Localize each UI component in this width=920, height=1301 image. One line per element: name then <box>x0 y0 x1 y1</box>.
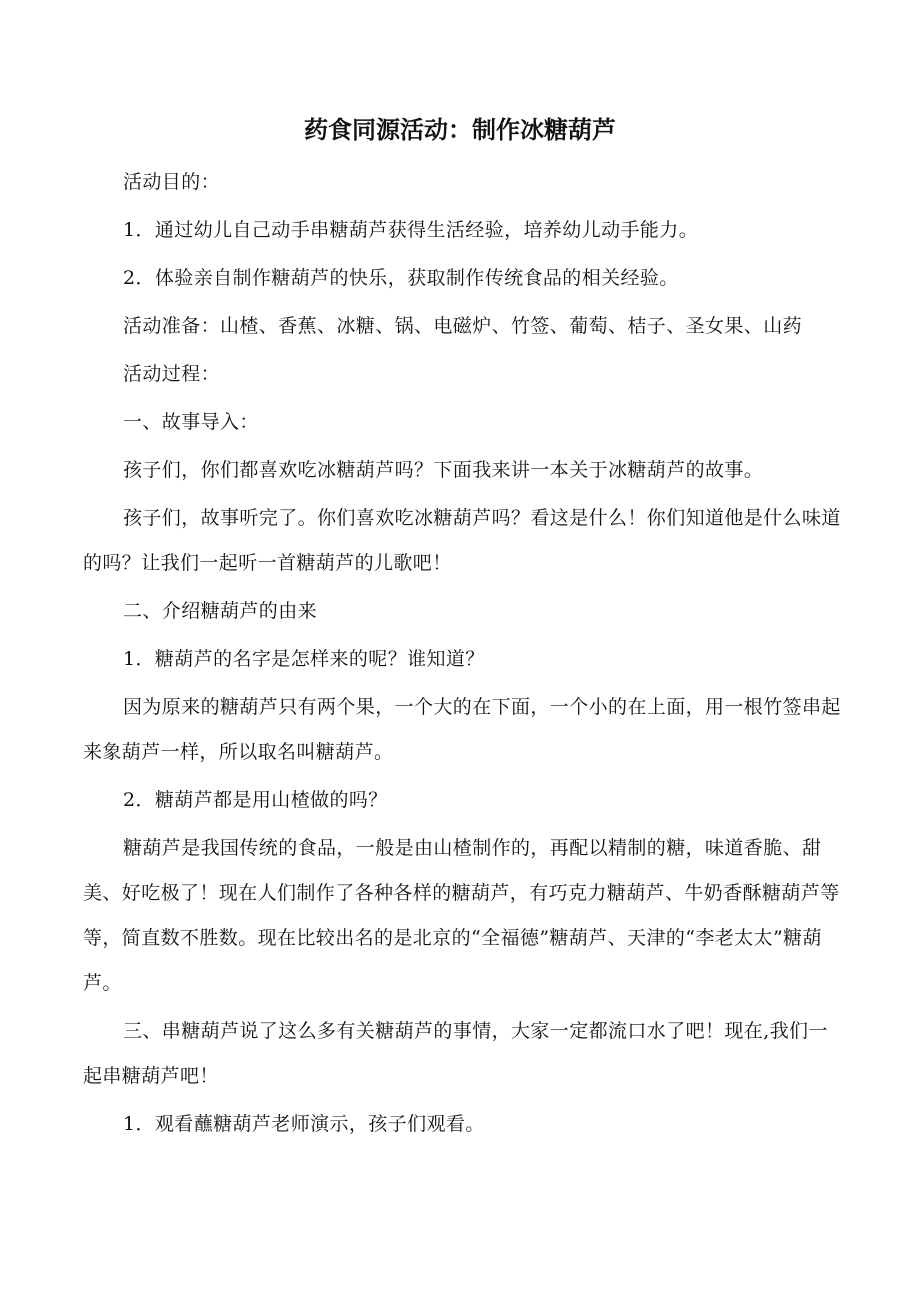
paragraph-origin-question-1: 1．糖葫芦的名字是怎样来的呢？谁知道？ <box>123 648 485 670</box>
paragraph-section-1-heading: 一、故事导入： <box>123 411 259 433</box>
paragraph-goal-1: 1．通过幼儿自己动手串糖葫芦获得生活经验，培养幼儿动手能力。 <box>123 219 699 241</box>
paragraph-goal-2: 2．体验亲自制作糖葫芦的快乐，获取制作传统食品的相关经验。 <box>123 267 679 289</box>
paragraph-origin-answer-1: 因为原来的糖葫芦只有两个果，一个大的在下面，一个小的在上面，用一根竹签串起来象葫芦一样，所以取名叫糖葫芦。 <box>83 696 841 763</box>
paragraph-activity-process-heading: 活动过程： <box>123 363 221 385</box>
paragraph-section-2-heading: 二、介绍糖葫芦的由来 <box>123 600 318 622</box>
paragraph-story-intro: 孩子们，你们都喜欢吃冰糖葫芦吗？下面我来讲一本关于冰糖葫芦的故事。 <box>123 459 764 481</box>
paragraph-origin-answer-2: 糖葫芦是我国传统的食品，一般是由山楂制作的，再配以精制的糖，味道香脆、甜美、好吃极了！现在人们制作了各种各样的糖葫芦，有巧克力糖葫芦、牛奶香酥糖葫芦等等，简直数不胜数。现在比较出名的是北京的“全福德”糖葫芦、天津的“李老太太”糖葫芦。 <box>83 837 840 994</box>
paragraph-step-1: 1．观看蘸糖葫芦老师演示，孩子们观看。 <box>123 1113 485 1135</box>
paragraph-origin-question-2: 2．糖葫芦都是用山楂做的吗？ <box>123 789 388 811</box>
paragraph-story-question: 孩子们，故事听完了。你们喜欢吃冰糖葫芦吗？看这是什么！你们知道他是什么味道的吗？让我们一起听一首糖葫芦的儿歌吧！ <box>83 507 841 574</box>
paragraph-activity-goal-heading: 活动目的： <box>123 171 221 193</box>
paragraph-activity-preparation: 活动准备：山楂、香蕉、冰糖、锅、电磁炉、竹签、葡萄、桔子、圣女果、山药 <box>123 315 803 337</box>
document-title: 药食同源活动：制作冰糖葫芦 <box>304 116 616 144</box>
document-body <box>83 160 843 1150</box>
paragraph-section-3: 三、串糖葫芦说了这么多有关糖葫芦的事情，大家一定都流口水了吧！现在,我们一起串糖葫芦吧！ <box>83 1020 828 1087</box>
